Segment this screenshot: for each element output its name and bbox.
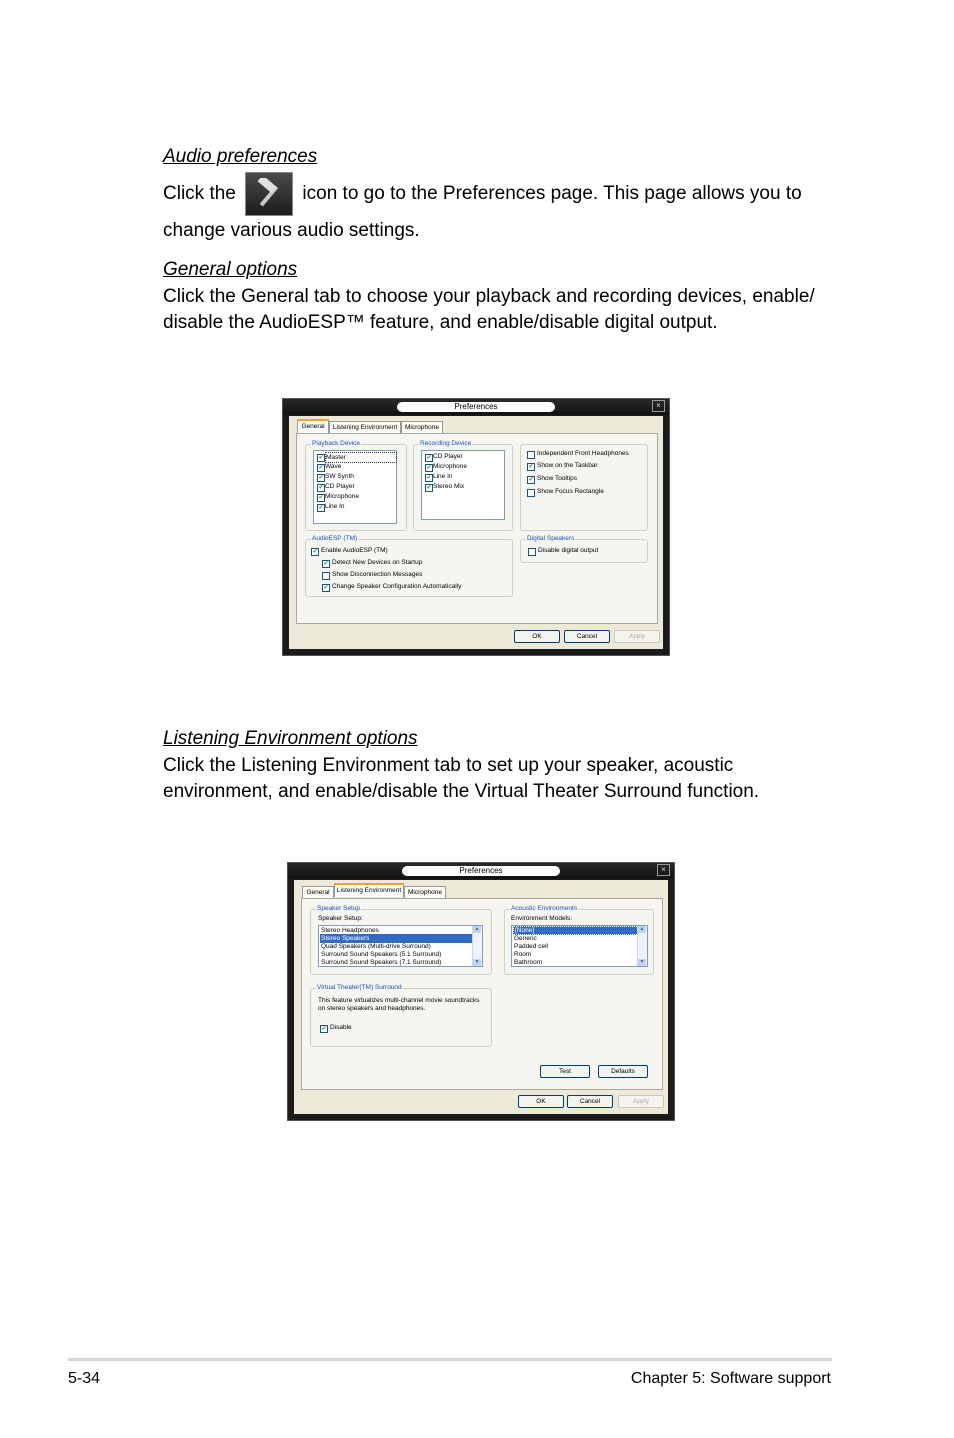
- ok-button[interactable]: OK: [518, 1095, 564, 1108]
- ok-button[interactable]: OK: [514, 630, 560, 643]
- virtual-theater-desc: on stereo speakers and headphones.: [318, 1005, 426, 1012]
- cancel-button[interactable]: Cancel: [567, 1095, 613, 1108]
- tab-panel: [296, 433, 658, 624]
- playback-item: Master: [325, 452, 397, 463]
- tab-listening-environment[interactable]: Listening Environment: [329, 421, 401, 433]
- environment-models-label: Environment Models:: [511, 915, 573, 922]
- recording-item: Microphone: [433, 463, 467, 470]
- tab-microphone[interactable]: Microphone: [401, 421, 443, 433]
- environment-option[interactable]: Room: [514, 951, 532, 958]
- option-label: Independent Front Headphones: [537, 450, 629, 457]
- test-button[interactable]: Test: [540, 1065, 590, 1078]
- checkbox[interactable]: ✔: [426, 485, 432, 491]
- dialog-title: Preferences: [397, 402, 555, 412]
- cancel-button[interactable]: Cancel: [564, 630, 610, 643]
- tools-hammer-icon: [245, 172, 293, 216]
- preferences-dialog-listening: [287, 862, 675, 1121]
- recording-item: CD Player: [433, 453, 463, 460]
- checkbox[interactable]: ✔: [426, 455, 432, 461]
- checkbox[interactable]: ✔: [323, 585, 329, 591]
- recording-item: Line In: [433, 473, 453, 480]
- audio-prefs-text-after: icon to go to the Preferences page. This page allows you to: [302, 183, 802, 205]
- close-button[interactable]: ×: [657, 864, 670, 876]
- checkbox[interactable]: [322, 572, 330, 580]
- general-options-line2: disable the AudioESP™ feature, and enable/disable digital output.: [163, 312, 718, 333]
- checkbox[interactable]: ✔: [318, 485, 324, 491]
- audio-preferences-heading: Audio preferences: [163, 146, 318, 167]
- option-label: Show on the Taskbar: [537, 462, 598, 469]
- audioesp-option: Detect New Devices on Startup: [332, 559, 423, 566]
- dialog-client: [289, 416, 663, 649]
- preferences-dialog-general: [282, 398, 670, 656]
- checkbox[interactable]: ✔: [318, 505, 324, 511]
- audio-preferences-line1: [163, 172, 802, 216]
- checkbox[interactable]: ✔: [318, 465, 324, 471]
- speaker-option-selected[interactable]: Stereo Speakers: [320, 934, 473, 943]
- footer-rule: [68, 1358, 832, 1361]
- option-label: Show Focus Rectangle: [537, 488, 604, 495]
- scroll-down-icon[interactable]: ▼: [474, 959, 480, 965]
- scrollbar[interactable]: [472, 926, 482, 966]
- playback-device-legend: Playback Device: [312, 440, 361, 447]
- tab-microphone[interactable]: Microphone: [404, 886, 446, 898]
- audioesp-legend: AudioESP (TM): [312, 535, 358, 542]
- virtual-theater-desc: This feature virtualizes multi-channel movie soundtracks: [318, 997, 480, 1004]
- listening-options-heading: Listening Environment options: [163, 728, 418, 749]
- scroll-up-icon[interactable]: ▲: [474, 926, 480, 932]
- checkbox[interactable]: ✔: [426, 475, 432, 481]
- dialog-client: [294, 880, 668, 1114]
- scroll-down-icon[interactable]: ▼: [639, 959, 645, 965]
- speaker-option[interactable]: Surround Sound Speakers (5.1 Surround): [321, 951, 442, 958]
- playback-item: SW Synth: [325, 473, 354, 480]
- environment-option[interactable]: Generic: [514, 935, 537, 942]
- playback-device-list[interactable]: [313, 450, 397, 524]
- environment-option[interactable]: Bathroom: [514, 959, 543, 966]
- audioesp-option: Change Speaker Configuration Automatically: [332, 583, 462, 590]
- defaults-button[interactable]: Defaults: [598, 1065, 648, 1078]
- tab-panel: [301, 898, 663, 1090]
- close-button[interactable]: ×: [652, 400, 665, 412]
- disable-label: Disable: [330, 1024, 352, 1031]
- scroll-up-icon[interactable]: ▲: [639, 926, 645, 932]
- listening-options-line1: Click the Listening Environment tab to set up your speaker, acoustic: [163, 755, 734, 776]
- checkbox[interactable]: [527, 451, 535, 459]
- apply-button[interactable]: Apply: [618, 1095, 664, 1108]
- digital-option: Disable digital output: [538, 547, 599, 554]
- recording-device-list[interactable]: [421, 450, 505, 520]
- speaker-setup-list[interactable]: [318, 925, 483, 967]
- checkbox[interactable]: ✔: [426, 465, 432, 471]
- checkbox[interactable]: ✔: [321, 1026, 327, 1032]
- speaker-option[interactable]: Surround Sound Speakers (7.1 Surround): [321, 959, 442, 966]
- audioesp-option: Show Disconnection Messages: [332, 571, 423, 578]
- checkbox[interactable]: ✔: [323, 561, 329, 567]
- speaker-option[interactable]: Stereo Headphones: [321, 927, 379, 934]
- option-label: Show Tooltips: [537, 475, 577, 482]
- tab-general[interactable]: General: [302, 886, 334, 898]
- audioesp-option: Enable AudioESP (TM): [321, 547, 388, 554]
- audio-preferences-line2: change various audio settings.: [163, 220, 420, 241]
- chapter-title: Chapter 5: Software support: [630, 1370, 831, 1387]
- playback-item: Line In: [325, 503, 345, 510]
- speaker-setup-label: Speaker Setup:: [318, 915, 363, 922]
- playback-item: CD Player: [325, 483, 355, 490]
- listening-options-line2: environment, and enable/disable the Virtual Theater Surround function.: [163, 781, 760, 802]
- audio-prefs-text-before: Click the: [163, 183, 236, 205]
- scrollbar[interactable]: [637, 926, 647, 966]
- checkbox[interactable]: ✔: [312, 549, 318, 555]
- acoustic-environments-legend: Acoustic Environments: [511, 905, 578, 912]
- general-options-line1: Click the General tab to choose your playback and recording devices, enable/: [163, 286, 815, 307]
- checkbox[interactable]: [527, 489, 535, 497]
- dialog-title: Preferences: [402, 866, 560, 876]
- checkbox[interactable]: ✔: [318, 475, 324, 481]
- tab-listening-environment[interactable]: Listening Environment: [334, 883, 404, 897]
- page-number: 5-34: [68, 1370, 101, 1387]
- environment-models-list[interactable]: [511, 925, 648, 967]
- environment-option-selected[interactable]: [None]: [513, 926, 639, 935]
- checkbox[interactable]: ✔: [528, 477, 534, 483]
- checkbox[interactable]: ✔: [318, 455, 324, 461]
- recording-item: Stereo Mix: [433, 483, 465, 490]
- digital-speakers-legend: Digital Speakers: [527, 535, 575, 542]
- virtual-theater-legend: Virtual Theater(TM) Surround: [317, 984, 402, 991]
- environment-option[interactable]: Padded cell: [514, 943, 548, 950]
- speaker-setup-legend: Speaker Setup: [317, 905, 361, 912]
- checkbox[interactable]: ✔: [528, 464, 534, 470]
- speaker-option[interactable]: Quad Speakers (Multi-drive Surround): [321, 943, 431, 950]
- apply-button[interactable]: Apply: [614, 630, 660, 643]
- playback-item: Microphone: [325, 493, 359, 500]
- playback-item: Wave: [325, 463, 342, 470]
- checkbox[interactable]: ✔: [318, 495, 324, 501]
- checkbox[interactable]: [528, 548, 536, 556]
- general-options-heading: General options: [163, 259, 298, 280]
- tab-general[interactable]: General: [297, 419, 329, 433]
- recording-device-legend: Recording Device: [420, 440, 472, 447]
